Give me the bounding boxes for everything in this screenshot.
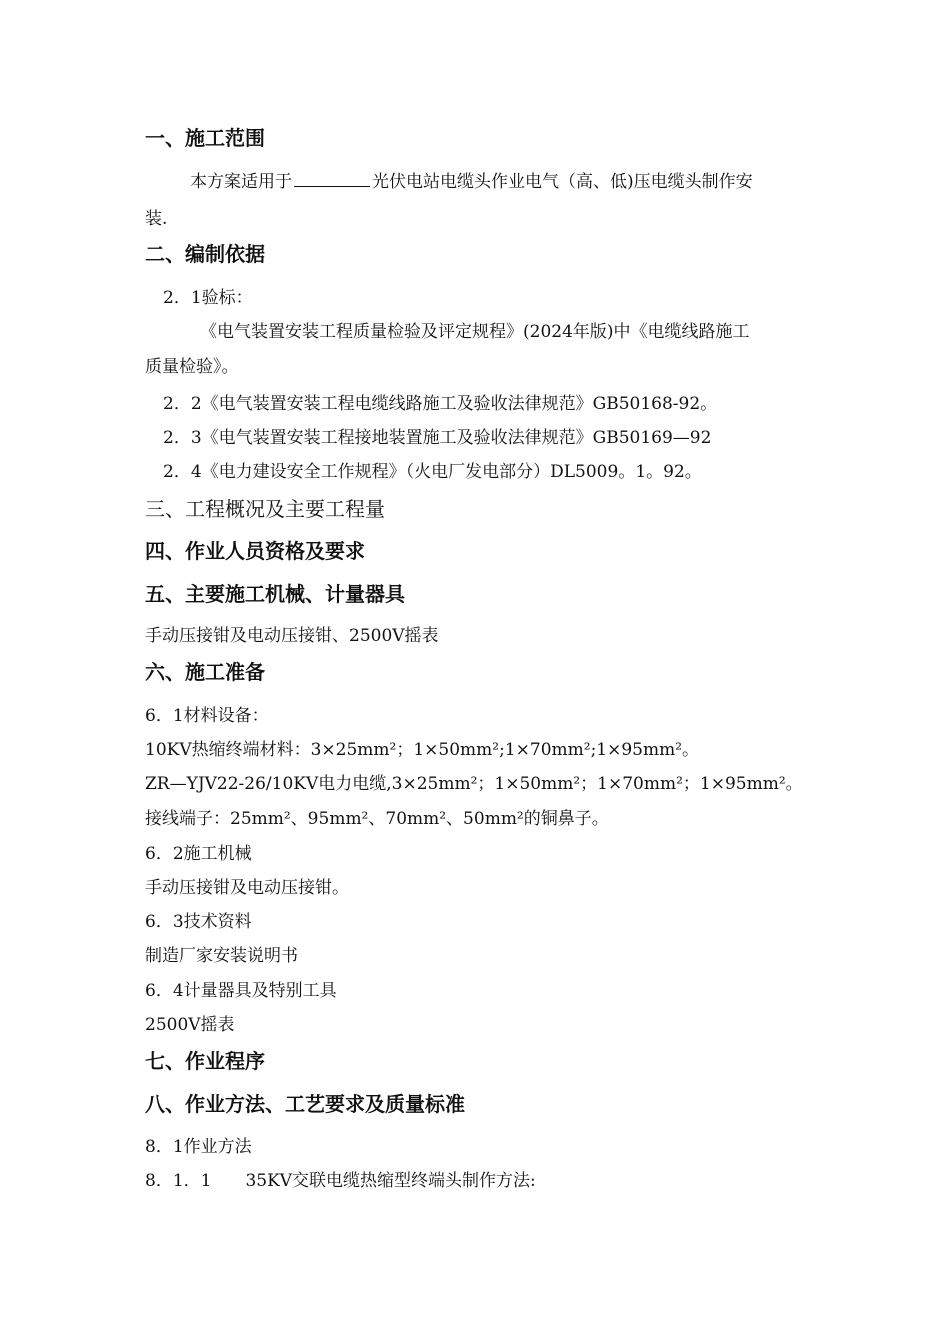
item-6-3-body: 制造厂家安装说明书	[145, 946, 298, 966]
item-2-4: 2．4《电力建设安全工作规程》（火电厂发电部分）DL5009。1。92。	[163, 462, 702, 482]
section-1-paragraph	[190, 170, 753, 194]
section-2-heading: 二、编制依据	[145, 242, 265, 266]
paragraph-text: 本方案适用于	[190, 172, 292, 192]
item-2-2: 2．2《电气装置安装工程电缆线路施工及验收法律规范》GB50168-92。	[163, 394, 718, 414]
fill-in-blank	[294, 170, 370, 187]
section-8-heading: 八、作业方法、工艺要求及质量标准	[145, 1092, 465, 1116]
section-7-heading: 七、作业程序	[145, 1049, 265, 1073]
item-6-2: 6．2施工机械	[145, 844, 252, 864]
item-6-2-body: 手动压接钳及电动压接钳。	[145, 878, 349, 898]
item-6-1: 6．1材料设备：	[145, 706, 269, 726]
item-6-4-body: 2500V摇表	[145, 1015, 235, 1035]
section-5-body: 手动压接钳及电动压接钳、2500V摇表	[145, 626, 439, 646]
section-4-heading: 四、作业人员资格及要求	[145, 539, 365, 563]
item-8-1-1: 8．1．1 35KV交联电缆热缩型终端头制作方法:	[145, 1171, 536, 1191]
item-6-4: 6．4计量器具及特别工具	[145, 981, 337, 1001]
item-6-1-cable: ZR—YJV22-26/10KV电力电缆,3×25mm²；1×50mm²；1×70mm²；1×95mm²。	[145, 774, 803, 794]
section-3-heading: 三、工程概况及主要工程量	[145, 497, 385, 521]
section-1-paragraph-cont: 装.	[145, 209, 168, 229]
item-6-3: 6．3技术资料	[145, 912, 252, 932]
section-1-heading: 一、施工范围	[145, 126, 265, 150]
item-6-1-materials: 10KV热缩终端材料：3×25mm²；1×50mm²;1×70mm²;1×95mm²。	[145, 740, 700, 760]
item-6-1-terminals: 接线端子：25mm²、95mm²、70mm²、50mm²的铜鼻子。	[145, 809, 609, 829]
section-6-heading: 六、施工准备	[145, 660, 265, 684]
paragraph-text: 光伏电站电缆头作业电气（高、低)压电缆头制作安	[372, 172, 753, 192]
item-2-3: 2．3《电气装置安装工程接地装置施工及验收法律规范》GB50169—92	[163, 428, 712, 448]
item-8-1: 8．1作业方法	[145, 1137, 252, 1157]
item-2-1-body: 《电气装置安装工程质量检验及评定规程》(2024年版)中《电缆线路施工	[200, 322, 750, 342]
item-2-1: 2．1验标：	[163, 288, 253, 308]
item-2-1-body-cont: 质量检验》。	[145, 357, 239, 377]
section-5-heading: 五、主要施工机械、计量器具	[145, 582, 405, 606]
